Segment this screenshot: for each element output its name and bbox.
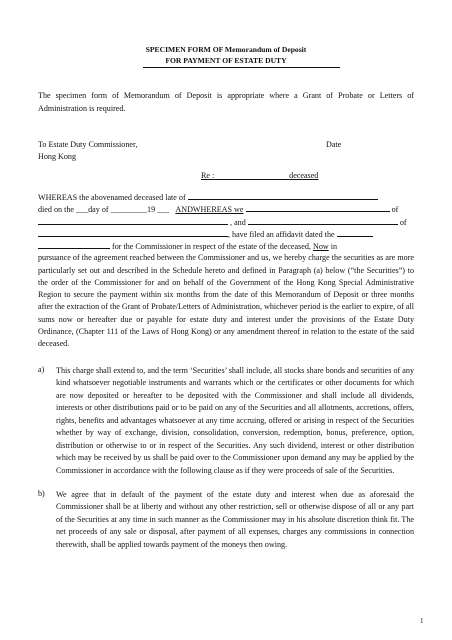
page-number: 1 [420,617,424,625]
fill-blank[interactable] [188,191,378,200]
whereas-line-2 [38,203,414,215]
fill-blank[interactable] [38,240,110,249]
date-label: Date [326,140,342,149]
re-deceased: deceased [289,171,319,180]
fill-blank[interactable] [337,228,373,237]
document-title: SPECIMEN FORM OF Memorandum of Deposit [145,45,307,54]
fill-blank[interactable] [38,216,228,225]
paragraph-b-label: b) [38,489,45,498]
now-text: Now [312,242,329,251]
whereas-we-text: WHEREAS we [192,205,244,215]
paragraph-a-text: This charge shall extend to, and the term ‘Securities’ shall include, all stocks share bonds and securities of any kind whatsoever negotiable instruments and warrants which or the certificates or other documents for which are now deposited or hereafter to be deposited with the Commissioner and shall include all dividends, interests or other distributions paid or to be paid on any of the Securities and all allotments, accretions, offers, rights, benefits and advantages whatsoever at any time accruing, offered or arising in respect of the Securities whether by way of exchange, division, consolidation, conversion, redemption, bonus, preference, option, distribution or otherwise to or in respect of the Securities. Any such dividend, interest or other distribution which may be received by us shall be paid over to the Commissioner upon demand any may be applied by the Commissioner in accordance with the following clause as if they were proceeds of sale of the Securities. [56,366,414,475]
and-comma-text: , and [230,217,246,227]
whereas-rest: pursuance of the agreement reached between the Commissioner and us, we hereby charge the securities as are more particularly set out and described in the Schedule hereto and defined in Paragraph (a) below (“the Securities”) to the order of the Commissioner for and on behalf of the Government of the Hong Kong Special Administrative Region to secure the payment within six months from the date of this Memorandum of Deposit or three months after the extraction of the Grant of Probate/Letters of Administration, whichever period is the earlier to expire, of all sums now or hereafter due or payable for estate duty and interest under the provisions of the Estate Duty Ordinance, (Chapter 111 of the Laws of Hong Kong) or any amendment thereof in relation to the estate of the said deceased. [38,253,414,348]
fill-blank[interactable] [246,203,390,212]
whereas-line-4 [38,228,414,240]
document-subtitle: FOR PAYMENT OF ESTATE DUTY [165,56,287,65]
whereas-clause [38,191,414,350]
fill-blank[interactable] [248,216,398,225]
commissioner-text: for the Commissioner in respect of the estate of the deceased, [112,242,311,251]
re-blank [214,171,289,180]
re-label: Re : [201,171,215,180]
whereas-line-1 [38,191,414,203]
addressee-place: Hong Kong [38,152,76,161]
intro-paragraph: The specimen form of Memorandum of Deposit is appropriate where a Grant of Probate or Letters of Administration is required. [38,91,414,113]
died-on-text: died on the ___day of _________19 ___ [38,205,170,215]
whereas-line-3 [38,216,414,228]
subtitle-underline [143,67,340,68]
whereas-line-5 [38,240,414,252]
paragraph-b-text: We agree that in default of the payment of the estate duty and interest when due as aforesaid the Commissioner shall be at liberty and without any other restriction, sell or otherwise dispose of all or any part of the Securities at any time in such manner as the Commissioner may in his absolute discretion think fit. The net proceeds of any sale or disposal, after payment of all expenses, charges any commissions in connection therewith, shall be applied towards payment of the moneys then owing. [56,490,414,549]
in-text: in [330,242,338,251]
whereas-text: WHEREAS the abovenamed deceased late of [38,193,186,202]
of-text: of [391,205,399,215]
affidavit-text: , have filed an affidavit dated the [228,229,335,239]
re-line [201,171,318,180]
and-text: AND [175,205,193,215]
fill-blank[interactable] [38,228,228,237]
addressee: To Estate Duty Commissioner, [38,140,138,149]
of-text: of [399,217,407,227]
paragraph-a-label: a) [38,365,45,374]
